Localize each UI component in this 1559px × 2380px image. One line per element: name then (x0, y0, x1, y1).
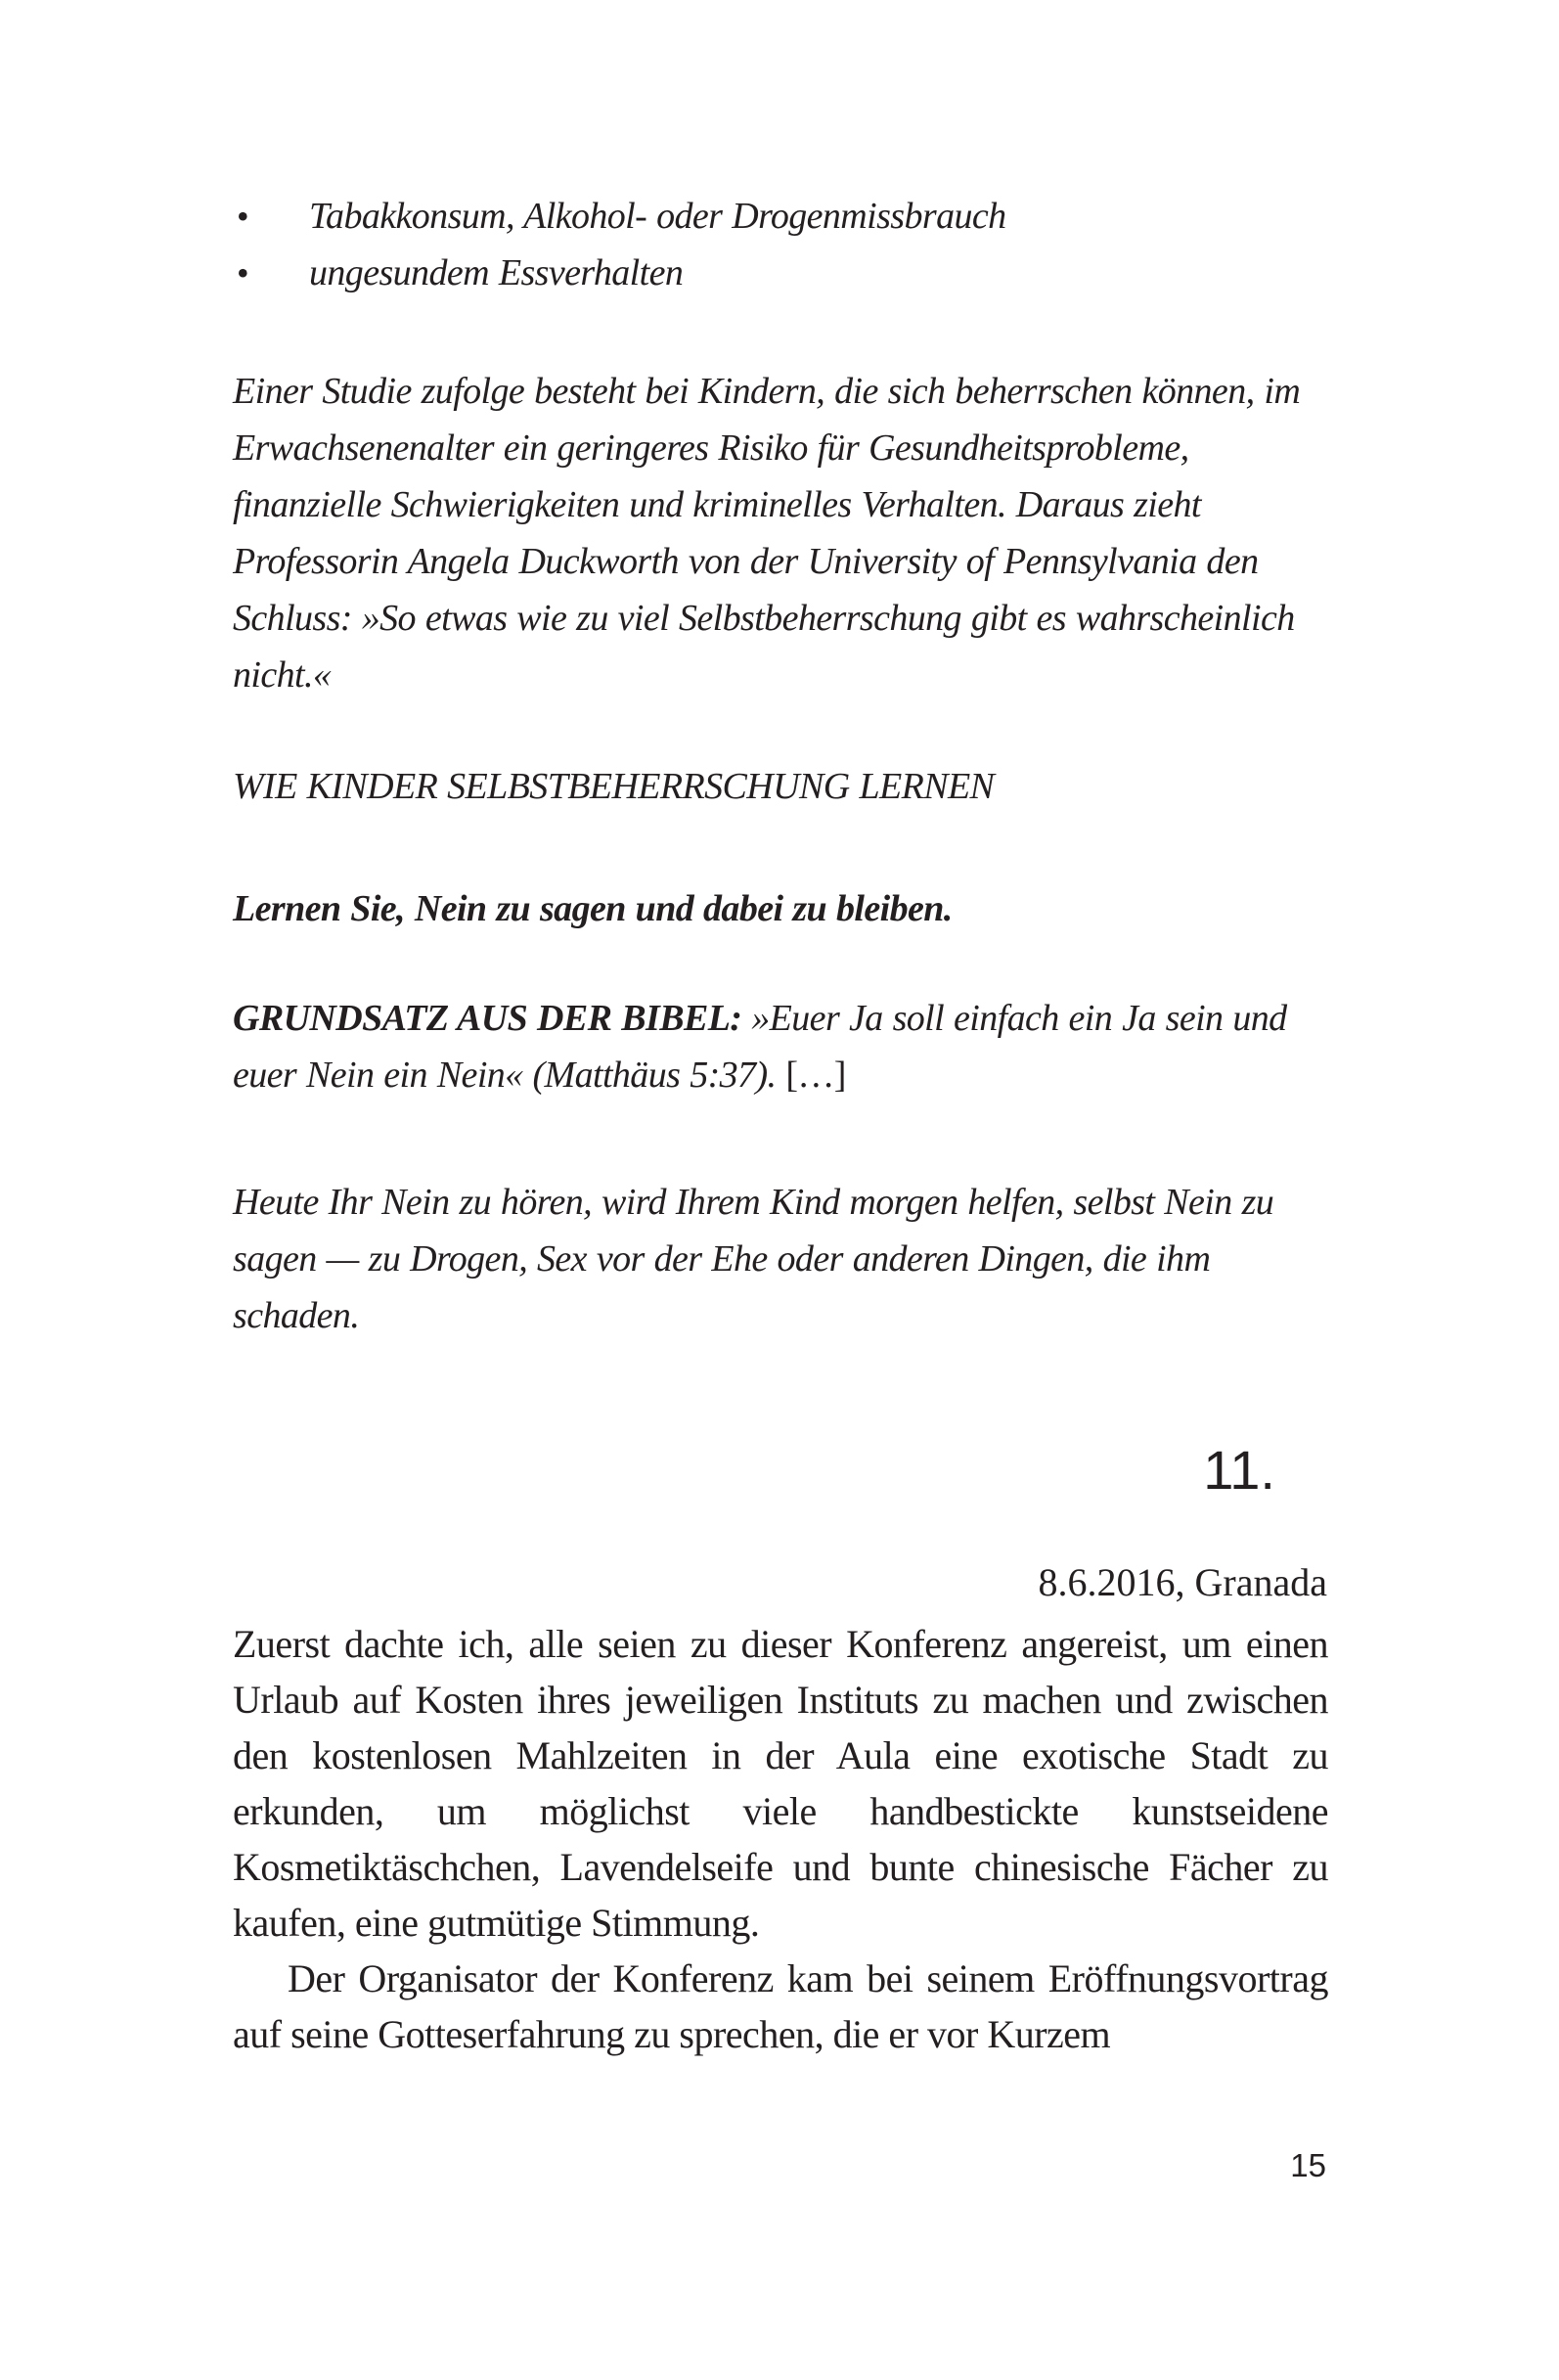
bullet-list (233, 188, 1328, 301)
body-paragraph: Der Organisator der Konferenz kam bei seinem Eröffnungsvortrag auf seine Gotteserfahrung zu sprechen, die er vor Kurzem (233, 1956, 1328, 2056)
omission-marker: […] (785, 1055, 846, 1096)
list-item (233, 245, 1328, 301)
subheading: Lernen Sie, Nein zu sagen und dabei zu bleiben. (233, 888, 953, 929)
intro-paragraph: Einer Studie zufolge besteht bei Kindern, die sich beherrschen können, im Erwachsenenalter ein geringeres Risiko für Gesundheitsprobleme, finanzielle Schwierigkeiten und kriminelles Verhalten. Daraus zieht Professorin Angela Duckworth von der University of Pennsylvania den Schluss: »So etwas wie zu viel Selbstbeherrschung gibt es wahrscheinlich nicht.« (233, 371, 1301, 696)
bullet-icon: • (237, 197, 249, 236)
bullet-icon: • (237, 253, 249, 292)
bible-principle (233, 990, 1328, 1103)
bible-principle-label: GRUNDSATZ AUS DER BIBEL: (233, 998, 742, 1039)
list-item (233, 188, 1328, 245)
list-item-text: Tabakkonsum, Alkohol- oder Drogenmissbrauch (309, 196, 1006, 237)
section-heading: WIE KINDER SELBSTBEHERRSCHUNG LERNEN (233, 766, 995, 807)
closing-paragraph: Heute Ihr Nein zu hören, wird Ihrem Kind morgen helfen, selbst Nein zu sagen — zu Drogen, Sex vor der Ehe oder anderen Dingen, die ihm schaden. (233, 1182, 1274, 1336)
chapter-body (233, 1616, 1328, 2062)
body-paragraph: Zuerst dachte ich, alle seien zu dieser Konferenz angereist, um einen Urlaub auf Kosten ihres jeweiligen Instituts zu machen und zwischen den kostenlosen Mahlzeiten in der Aula eine exotische Stadt zu erkunden, um möglichst viele handbestickte kunstseidene Kosmetiktäschchen, Lavendelseife und bunte chinesische Fächer zu kaufen, eine gutmütige Stimmung. (233, 1622, 1328, 1945)
chapter-number: 11. (1203, 1439, 1275, 1501)
date-location: 8.6.2016, Granada (1038, 1560, 1327, 1604)
page-number: 15 (1290, 2147, 1326, 2183)
bible-quote: »Euer Ja soll einfach ein Ja sein und euer Nein ein Nein« (Matthäus 5:37). (233, 998, 1287, 1096)
list-item-text: ungesundem Essverhalten (309, 252, 684, 293)
